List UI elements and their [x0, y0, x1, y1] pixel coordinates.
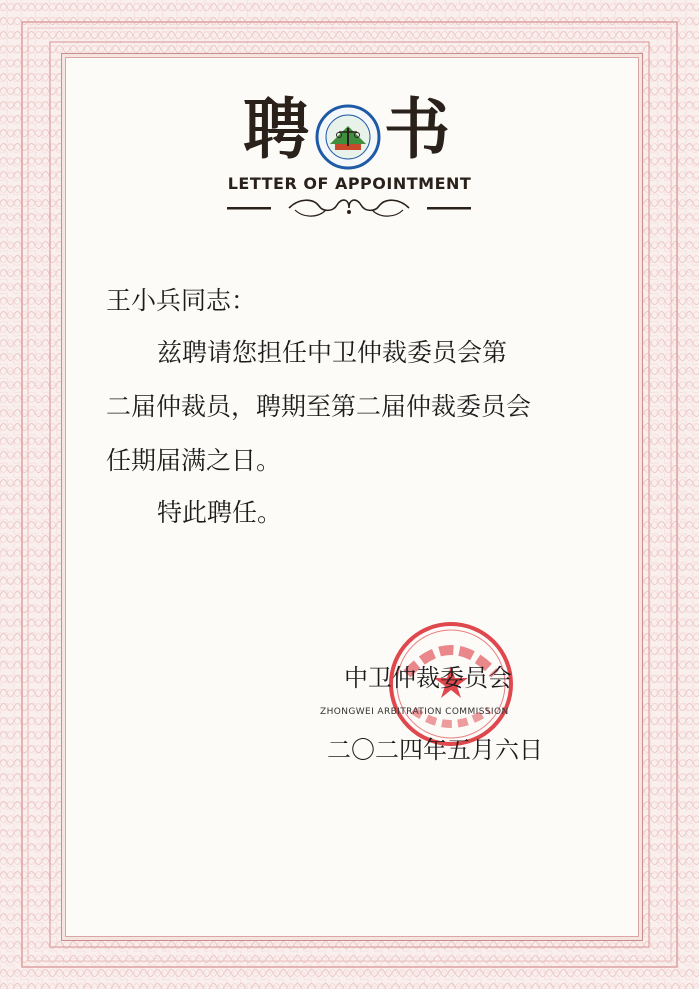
issuer-name-cn: 中卫仲裁委员会 [344, 664, 512, 692]
body-line-2: 二届仲裁员，聘期至第二届仲裁委员会 [106, 392, 532, 421]
closing-line: 特此聘任。 [157, 498, 283, 527]
subtitle: LETTER OF APPOINTMENT [227, 174, 472, 193]
title-char-right: 书 [384, 91, 450, 168]
title-char-left: 聘 [243, 91, 309, 168]
issuer-name-en: ZHONGWEI ARBITRATION COMMISSION [320, 707, 509, 717]
issue-date: 二〇二四年五月六日 [327, 736, 543, 764]
ornament-divider-icon [225, 196, 473, 220]
body-line-3: 任期届满之日。 [106, 446, 282, 475]
salutation: 王小兵同志： [106, 286, 257, 315]
body-line-1: 兹聘请您担任中卫仲裁委员会第 [157, 338, 508, 367]
arbitration-commission-emblem-icon [315, 104, 381, 170]
